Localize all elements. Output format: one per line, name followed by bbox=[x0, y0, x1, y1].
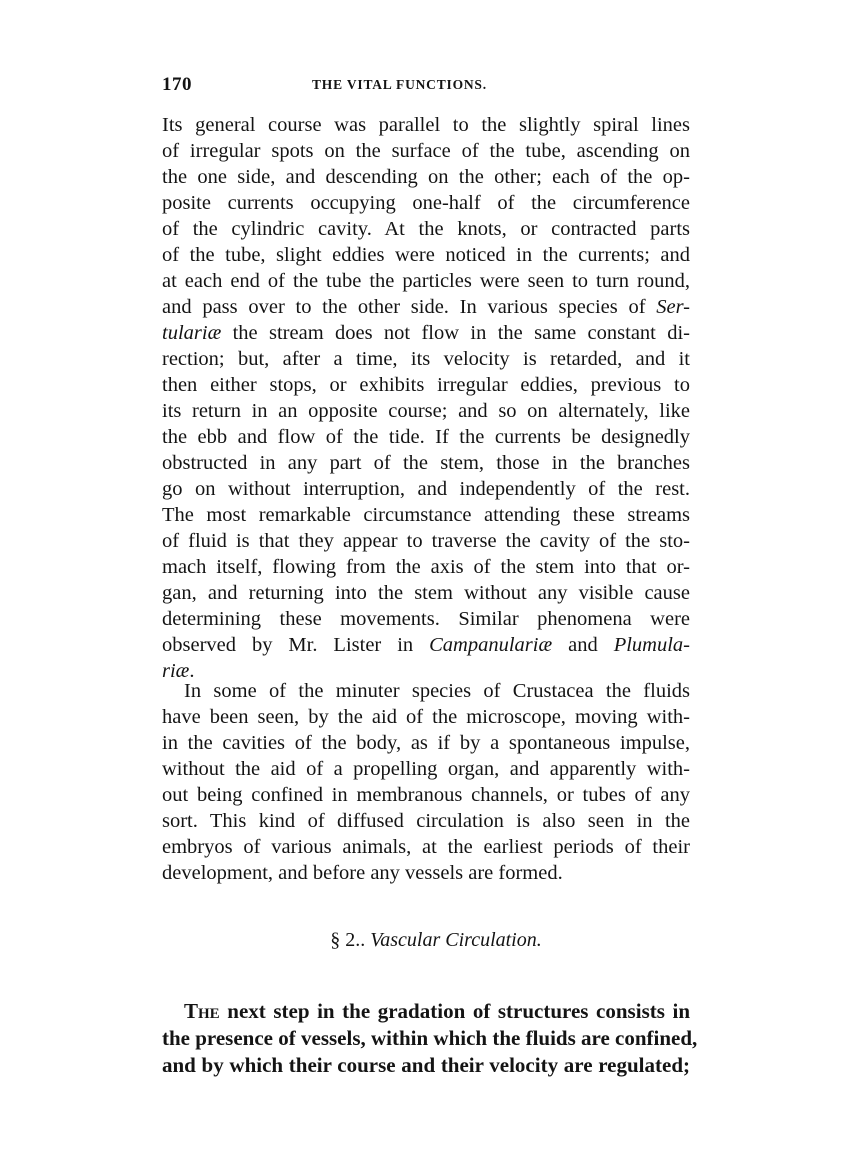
text-line: out being confined in membranous channels, or tubes of any bbox=[162, 784, 690, 806]
text-line: mach itself, flowing from the axis of the stem into that or- bbox=[162, 556, 690, 578]
text-line: obstructed in any part of the stem, those in the branches bbox=[162, 452, 690, 474]
text-fragment: observed by Mr. Lister in bbox=[162, 634, 430, 656]
section-title: Vascular Circulation. bbox=[370, 929, 542, 951]
text-line: without the aid of a propelling organ, and apparently with- bbox=[162, 758, 690, 780]
text-line bbox=[162, 998, 690, 1025]
lead-word: The bbox=[184, 999, 220, 1023]
section-heading bbox=[162, 929, 690, 952]
text-line: then either stops, or exhibits irregular eddies, previous to bbox=[162, 374, 690, 396]
text-line: the presence of vessels, within which the fluids are confined, bbox=[162, 1026, 698, 1050]
text-line: Its general course was parallel to the slightly spiral lines bbox=[162, 114, 690, 136]
text-line: determining these movements. Similar phenomena were bbox=[162, 608, 690, 630]
text-line: rection; but, after a time, its velocity is retarded, and it bbox=[162, 348, 690, 370]
section-number: § 2.. bbox=[330, 929, 371, 951]
text-line: the one side, and descending on the other; each of the op- bbox=[162, 166, 690, 188]
text-line: development, and before any vessels are formed. bbox=[162, 862, 563, 884]
italic-term-sertulariae: tulariæ bbox=[162, 322, 222, 344]
italic-term-campanulariae: Campanulariæ bbox=[429, 634, 553, 656]
text-fragment: and bbox=[552, 634, 614, 656]
text-line: of the tube, slight eddies were noticed in the currents; and bbox=[162, 244, 690, 266]
running-head bbox=[162, 74, 690, 98]
text-line: of the cylindric cavity. At the knots, or contracted parts bbox=[162, 218, 690, 240]
paragraph-2 bbox=[162, 678, 690, 886]
text-line: the ebb and flow of the tide. If the currents be designedly bbox=[162, 426, 690, 448]
text-line: posite currents occupying one-half of the circumference bbox=[162, 192, 690, 214]
text-line: its return in an opposite course; and so on alternately, like bbox=[162, 400, 690, 422]
text-line: have been seen, by the aid of the microscope, moving with- bbox=[162, 706, 690, 728]
text-fragment: and pass over to the other side. In various species of bbox=[162, 296, 657, 318]
text-line: embryos of various animals, at the earliest periods of their bbox=[162, 836, 690, 858]
running-title: THE VITAL FUNCTIONS. bbox=[312, 77, 487, 92]
italic-term-sertulariae: Ser- bbox=[656, 296, 690, 318]
page-number: 170 bbox=[162, 74, 192, 95]
text-line: and by which their course and their velocity are regulated; bbox=[162, 1053, 690, 1077]
italic-term-plumulariae: riæ bbox=[162, 660, 190, 682]
text-fragment: next step in the gradation of structures consists in bbox=[219, 999, 690, 1023]
text-fragment: the stream does not flow in the same constant di- bbox=[232, 322, 690, 344]
text-line: gan, and returning into the stem without any visible cause bbox=[162, 582, 690, 604]
text-line: of irregular spots on the surface of the tube, ascending on bbox=[162, 140, 690, 162]
text-fragment: . bbox=[189, 660, 195, 682]
text-line: The most remarkable circumstance attending these streams bbox=[162, 504, 690, 526]
text-line: of fluid is that they appear to traverse the cavity of the sto- bbox=[162, 530, 690, 552]
paragraph-1 bbox=[162, 112, 690, 684]
text-line: go on without interruption, and independently of the rest. bbox=[162, 478, 690, 500]
text-line bbox=[162, 632, 690, 658]
text-line: at each end of the tube the particles were seen to turn round, bbox=[162, 270, 690, 292]
text-line: sort. This kind of diffused circulation is also seen in the bbox=[162, 810, 690, 832]
text-line bbox=[162, 320, 690, 346]
text-line: in the cavities of the body, as if by a spontaneous impulse, bbox=[162, 732, 690, 754]
paragraph-3 bbox=[162, 998, 698, 1079]
text-line bbox=[162, 294, 690, 320]
text-line: In some of the minuter species of Crustacea the fluids bbox=[184, 680, 690, 702]
italic-term-plumulariae: Plumula- bbox=[613, 634, 690, 656]
